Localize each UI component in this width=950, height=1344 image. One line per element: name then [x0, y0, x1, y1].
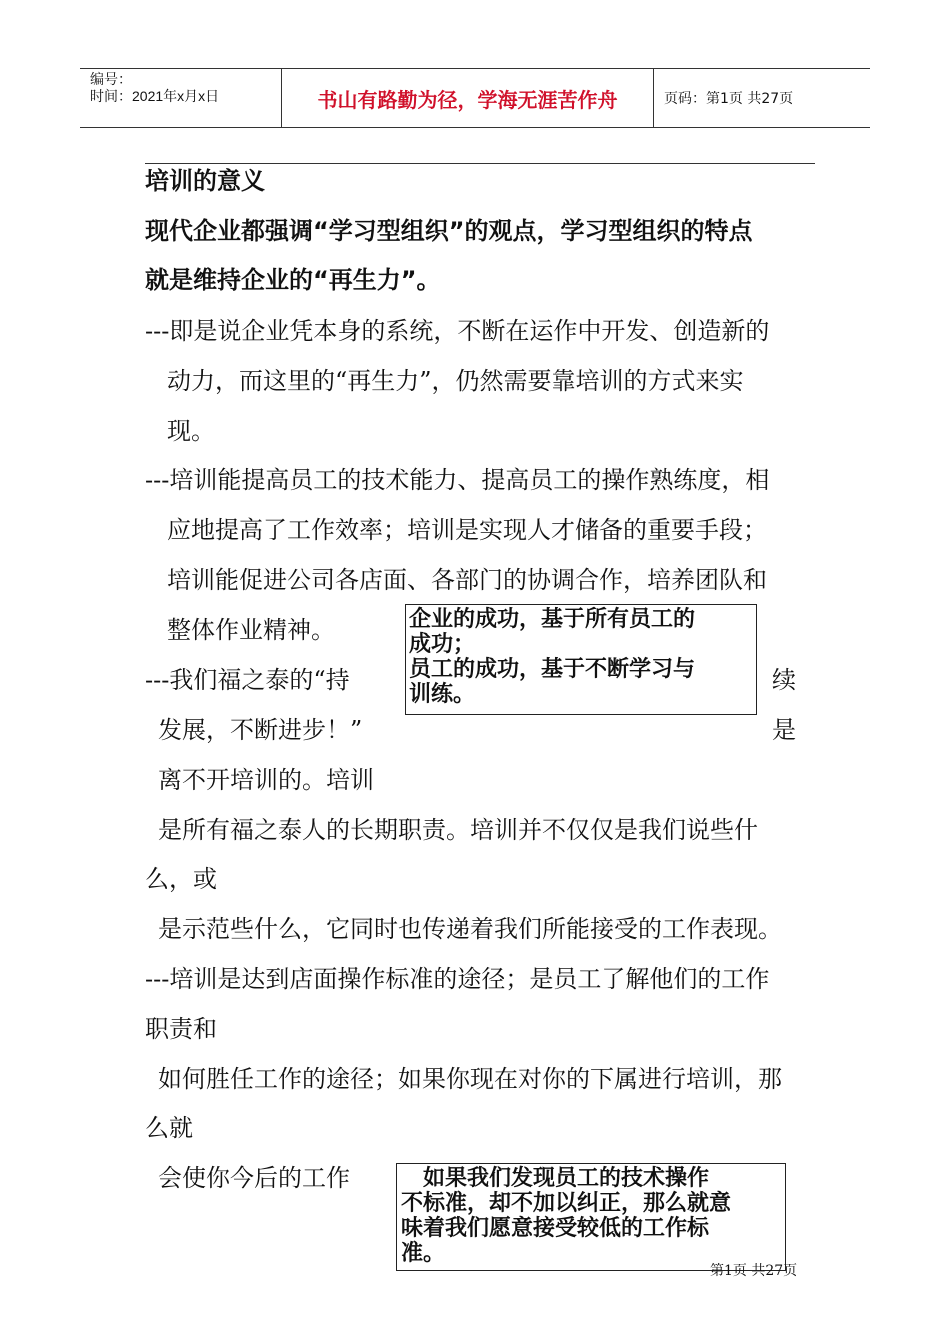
callout-line: 企业的成功，基于所有员工的 — [409, 607, 696, 632]
paragraph-line: 续 — [772, 666, 796, 694]
paragraph-line: 是示范些什么，它同时也传递着我们所能接受的工作表现。 — [158, 915, 782, 943]
header-table — [80, 68, 870, 128]
callout-line: 味着我们愿意接受较低的工作标 — [401, 1216, 710, 1241]
paragraph-line: 会使你今后的工作 — [158, 1164, 350, 1192]
header-motto: 书山有路勤为径，学海无涯苦作舟 — [282, 69, 654, 127]
header-page-info: 页码：第1页 共27页 — [664, 91, 794, 107]
intro-line: 就是维持企业的“再生力”。 — [145, 266, 441, 294]
paragraph-line: 么，或 — [145, 865, 217, 893]
paragraph-line: ---即是说企业凭本身的系统，不断在运作中开发、创造新的 — [145, 317, 770, 345]
paragraph-line: ---培训能提高员工的技术能力、提高员工的操作熟练度，相 — [145, 466, 770, 494]
date-label: 时间：2021年x月x日 — [90, 88, 220, 104]
intro-line: 现代企业都强调“学习型组织”的观点，学习型组织的特点 — [145, 217, 753, 245]
callout-line: 成功； — [409, 632, 476, 657]
callout-box-standard — [396, 1163, 786, 1271]
paragraph-line: 如何胜任工作的途径；如果你现在对你的下属进行培训，那 — [158, 1065, 782, 1093]
paragraph-line: 培训能促进公司各店面、各部门的协调合作，培养团队和 — [167, 566, 767, 594]
paragraph-line: 是所有福之泰人的长期职责。培训并不仅仅是我们说些什 — [158, 816, 758, 844]
paragraph-line: 发展，不断进步！” — [158, 716, 363, 744]
paragraph-line: 么就 — [145, 1114, 193, 1142]
paragraph-line: ---我们福之泰的“持 — [145, 666, 350, 694]
header-meta — [80, 69, 282, 127]
paragraph-line: 职责和 — [145, 1015, 217, 1043]
paragraph-line: 现。 — [167, 417, 215, 445]
paragraph-line: 是 — [772, 716, 796, 744]
doc-title: 培训的意义 — [145, 167, 265, 195]
callout-line: 员工的成功，基于不断学习与 — [409, 657, 696, 682]
footer-page-number: 第1页 共27页 — [710, 1263, 798, 1279]
paragraph-line: 应地提高了工作效率；培训是实现人才储备的重要手段； — [167, 516, 767, 544]
callout-line: 如果我们发现员工的技术操作 — [401, 1166, 710, 1191]
paragraph-line: 动力，而这里的“再生力”，仍然需要靠培训的方式来实 — [167, 367, 744, 395]
top-rule — [145, 163, 815, 164]
paragraph-line: 整体作业精神。 — [167, 616, 335, 644]
callout-line: 训练。 — [409, 682, 476, 707]
callout-line: 不标准，却不加以纠正，那么就意 — [401, 1191, 732, 1216]
number-label: 编号： — [90, 71, 132, 87]
paragraph-line: 离不开培训的。培训 — [158, 766, 374, 794]
callout-line: 准。 — [401, 1241, 446, 1266]
paragraph-line: ---培训是达到店面操作标准的途径；是员工了解他们的工作 — [145, 965, 770, 993]
callout-box-success — [405, 604, 757, 715]
